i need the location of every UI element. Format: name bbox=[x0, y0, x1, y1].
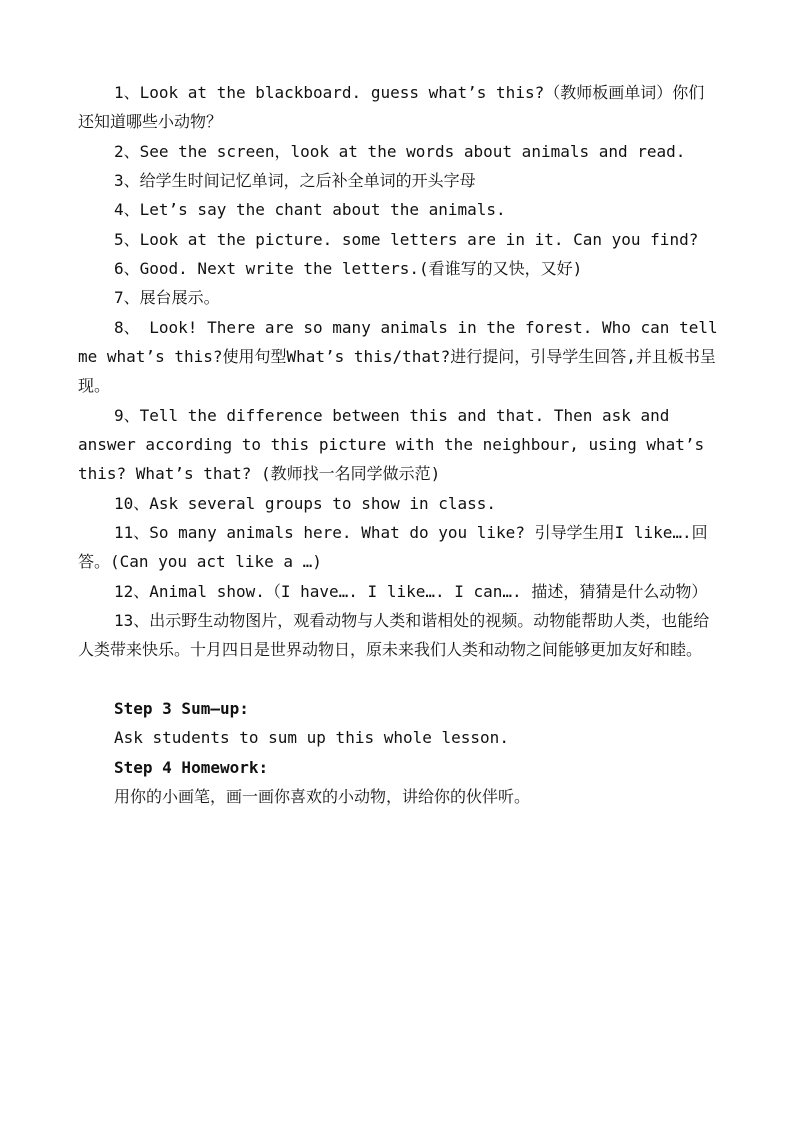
list-item-13: 13、出示野生动物图片，观看动物与人类和谐相处的视频。动物能帮助人类，也能给人类带来快乐。十月四日是世界动物日，原未来我们人类和动物之间能够更加友好和睦。 bbox=[78, 611, 710, 659]
step3-text: Ask students to sum up this whole lesson. bbox=[114, 728, 509, 747]
list-item-11: 11、So many animals here. What do you like? 引导学生用I like….回答。(Can you act like a …) bbox=[78, 523, 708, 571]
list-item-1: 1、Look at the blackboard. guess what’s this?（教师板画单词）你们还知道哪些小动物？ bbox=[78, 83, 705, 131]
step3-heading: Step 3 Sum—up: bbox=[114, 699, 249, 718]
list-item-2: 2、See the screen，look at the words about animals and read. bbox=[114, 142, 686, 161]
list-item-8: 8、 Look! There are so many animals in the forest. Who can tell me what’s this?使用句型What’s this/that?进行提问，引导学生回答,并且板书呈现。 bbox=[78, 318, 718, 395]
step4-heading: Step 4 Homework: bbox=[114, 758, 269, 777]
list-item-12: 12、Animal show.（I have…. I like…. I can…. 描述，猜猜是什么动物） bbox=[114, 582, 708, 601]
list-item-4: 4、Let’s say the chant about the animals. bbox=[114, 200, 506, 219]
list-item-5: 5、Look at the picture. some letters are in it. Can you find? bbox=[114, 230, 699, 249]
list-item-9: 9、Tell the difference between this and that. Then ask and answer according to this picture with the neighbour, using what’s this? What’s that? (教师找一名同学做示范) bbox=[78, 406, 705, 483]
step4-text: 用你的小画笔，画一画你喜欢的小动物，讲给你的伙伴听。 bbox=[114, 787, 531, 806]
list-item-3: 3、给学生时间记忆单词，之后补全单词的开头字母 bbox=[114, 171, 476, 190]
list-item-6: 6、Good. Next write the letters.(看谁写的又快，又好) bbox=[114, 259, 583, 278]
list-item-7: 7、展台展示。 bbox=[114, 288, 220, 307]
list-item-10: 10、Ask several groups to show in class. bbox=[114, 494, 497, 513]
